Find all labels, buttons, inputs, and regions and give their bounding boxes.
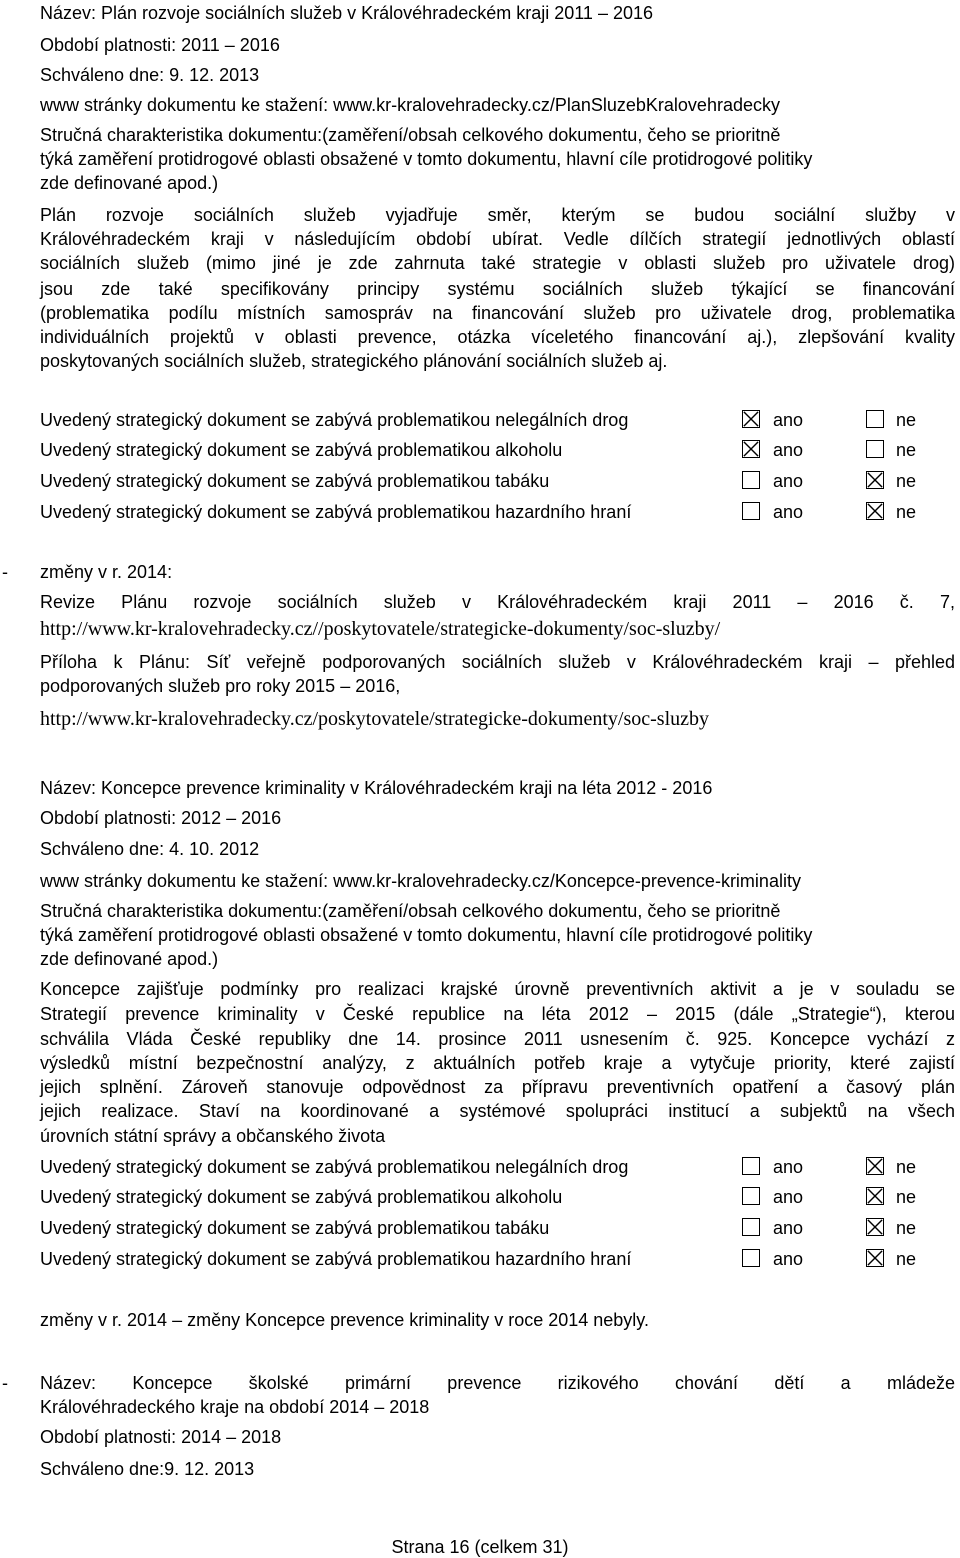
ano-checkbox[interactable] [742,1249,760,1267]
doc1-changes-heading: změny v r. 2014: [40,562,173,582]
ano-checkbox[interactable] [742,410,760,428]
ne-label: ne [896,1249,917,1269]
checklist-question: Uvedený strategický dokument se zabývá problematikou tabáku [40,471,550,491]
ne-checkbox[interactable] [866,1157,884,1175]
doc1-desc-line: Plán rozvoje sociálních služeb vyjadřuje směr, kterým se budou sociální služby v [40,205,955,225]
ano-label: ano [773,410,804,430]
ne-checkbox[interactable] [866,1249,884,1267]
doc1-changes-line: Revize Plánu rozvoje sociálních služeb v Královéhradeckém kraji 2011 – 2016 č. 7, [40,592,955,612]
checklist-row [40,1156,920,1178]
doc2-desc-line: Koncepce zajišťuje podmínky pro realizaci krajské úrovně preventivních aktivit a je v souladu se [40,979,955,999]
doc1-annex-url[interactable]: http://www.kr-kralovehradecky.cz/poskytovatele/strategicke-dokumenty/soc-sluzby [40,708,710,730]
doc1-annex-line: podporovaných služeb pro roky 2015 – 2016, [40,676,401,696]
doc1-desc-line: sociálních služeb (mimo jiné je zde zahrnuta také strategie v oblasti služeb pro uživatele drog) [40,253,955,273]
checklist-row [40,409,920,431]
checklist-row [40,439,920,461]
doc1-char-line: Stručná charakteristika dokumentu:(zaměření/obsah celkového dokumentu, čeho se prioritně [40,125,781,145]
ne-label: ne [896,502,917,522]
checklist-row [40,501,920,523]
doc2-desc-line: schválila Vláda České republiky dne 14. prosince 2011 usnesením č. 925. Koncepce vychází z [40,1029,955,1049]
doc1-desc-line: Královéhradeckém kraji v následujícím období ubírat. Vedle dílčích strategií jednotlivých oblastí [40,229,955,249]
ne-checkbox[interactable] [866,502,884,520]
doc2-web: www stránky dokumentu ke stažení: www.kr-kralovehradecky.cz/Koncepce-prevence-kriminality [40,871,801,891]
check-mark-icon [743,411,759,427]
checklist-row [40,1217,920,1239]
ne-checkbox[interactable] [866,440,884,458]
checklist-question: Uvedený strategický dokument se zabývá problematikou alkoholu [40,440,563,460]
checklist-question: Uvedený strategický dokument se zabývá problematikou alkoholu [40,1187,563,1207]
checklist-question: Uvedený strategický dokument se zabývá problematikou tabáku [40,1218,550,1238]
ne-label: ne [896,1187,917,1207]
checklist-row [40,1186,920,1208]
ano-label: ano [773,1157,804,1177]
check-mark-icon [867,503,883,519]
ano-checkbox[interactable] [742,502,760,520]
doc1-changes-url[interactable]: http://www.kr-kralovehradecky.cz//poskytovatele/strategicke-dokumenty/soc-sluzby/ [40,618,721,640]
ano-checkbox[interactable] [742,1218,760,1236]
doc1-char-line: zde definované apod.) [40,173,219,193]
ano-label: ano [773,440,804,460]
ne-checkbox[interactable] [866,410,884,428]
checklist-question: Uvedený strategický dokument se zabývá problematikou nelegálních drog [40,410,629,430]
ne-label: ne [896,1157,917,1177]
doc3-period: Období platnosti: 2014 – 2018 [40,1427,282,1447]
doc1-changes-dash: - [2,562,8,582]
check-mark-icon [867,1158,883,1174]
ano-checkbox[interactable] [742,440,760,458]
doc2-desc-line: jejich realizace. Staví na koordinované a systémové spolupráci institucí a subjektů na všech [40,1101,955,1121]
doc2-desc-line: Strategií prevence kriminality v České republice na léta 2012 – 2015 (dále „Strategie“), kterou [40,1004,955,1024]
doc2-desc-line: úrovních státní správy a občanského života [40,1126,386,1146]
checklist-question: Uvedený strategický dokument se zabývá problematikou nelegálních drog [40,1157,629,1177]
check-mark-icon [867,1219,883,1235]
ano-label: ano [773,1218,804,1238]
ne-checkbox[interactable] [866,1187,884,1205]
ano-label: ano [773,1249,804,1269]
doc2-desc-line: jejich splnění. Zároveň stanovuje odpovědnost za přípravu preventivních opatření a časový plán [40,1077,955,1097]
doc1-desc-line: individuálních projektů v oblasti prevence, otázka víceletého financování aj.), zlepšování kvality [40,327,955,347]
doc1-annex-line: Příloha k Plánu: Síť veřejně podporovaných sociálních služeb v Královéhradeckém kraji – přehled [40,652,955,672]
doc1-desc-line: (problematika podílu místních samospráv na financování služeb pro uživatele drog, problematika [40,303,955,323]
doc1-char-line: týká zaměření protidrogové oblasti obsažené v tomto dokumentu, hlavní cíle protidrogové politiky [40,149,813,169]
ano-label: ano [773,502,804,522]
doc1-period: Období platnosti: 2011 – 2016 [40,35,280,55]
doc2-changes: změny v r. 2014 – změny Koncepce prevence kriminality v roce 2014 nebyly. [40,1310,649,1330]
ano-checkbox[interactable] [742,1187,760,1205]
doc2-period: Období platnosti: 2012 – 2016 [40,808,282,828]
doc2-char-line: zde definované apod.) [40,949,219,969]
checklist-row [40,1248,920,1270]
ano-label: ano [773,471,804,491]
doc2-char-line: Stručná charakteristika dokumentu:(zaměření/obsah celkového dokumentu, čeho se prioritně [40,901,781,921]
doc2-name: Název: Koncepce prevence kriminality v Královéhradeckém kraji na léta 2012 - 2016 [40,778,713,798]
doc1-web: www stránky dokumentu ke stažení: www.kr-kralovehradecky.cz/PlanSluzebKralovehradecky [40,95,780,115]
ne-checkbox[interactable] [866,1218,884,1236]
ne-label: ne [896,471,917,491]
page-footer: Strana 16 (celkem 31) [391,1537,569,1557]
ne-label: ne [896,440,917,460]
ne-checkbox[interactable] [866,471,884,489]
check-mark-icon [867,472,883,488]
check-mark-icon [743,441,759,457]
checklist-row [40,470,920,492]
doc1-name: Název: Plán rozvoje sociálních služeb v Královéhradeckém kraji 2011 – 2016 [40,3,653,23]
doc1-desc-line: poskytovaných sociálních služeb, strategického plánování sociálních služeb aj. [40,351,668,371]
doc1-approved: Schváleno dne: 9. 12. 2013 [40,65,260,85]
checklist-question: Uvedený strategický dokument se zabývá problematikou hazardního hraní [40,1249,632,1269]
doc2-approved: Schváleno dne: 4. 10. 2012 [40,839,260,859]
ne-label: ne [896,410,917,430]
ano-checkbox[interactable] [742,471,760,489]
doc3-name-line: Královéhradeckého kraje na období 2014 – 2018 [40,1397,430,1417]
doc2-char-line: týká zaměření protidrogové oblasti obsažené v tomto dokumentu, hlavní cíle protidrogové politiky [40,925,813,945]
ano-label: ano [773,1187,804,1207]
check-mark-icon [867,1250,883,1266]
check-mark-icon [867,1188,883,1204]
ano-checkbox[interactable] [742,1157,760,1175]
checklist-question: Uvedený strategický dokument se zabývá problematikou hazardního hraní [40,502,632,522]
doc2-desc-line: výsledků místní bezpečnostní analýzy, z aktuálních potřeb kraje a vytyčuje priority, které zajistí [40,1053,955,1073]
doc3-name-line: Název: Koncepce školské primární prevence rizikového chování dětí a mládeže [40,1373,955,1393]
ne-label: ne [896,1218,917,1238]
doc3-approved: Schváleno dne:9. 12. 2013 [40,1459,255,1479]
doc3-dash: - [2,1373,8,1393]
doc1-desc-line: jsou zde také specifikovány principy systému sociálních služeb týkající se financování [40,279,955,299]
